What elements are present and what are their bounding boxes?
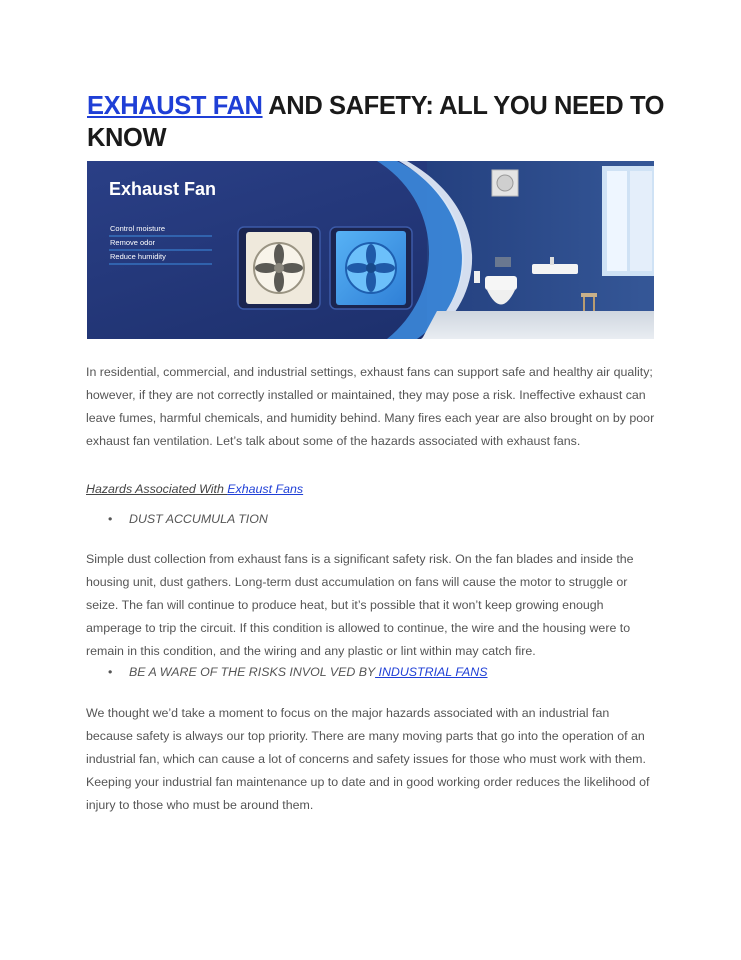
bullet-text: DUST ACCUMULA TION	[129, 512, 268, 526]
intro-paragraph: In residential, commercial, and industrial settings, exhaust fans can support safe and healthy air quality; however, if they are not correctly installed or maintained, they may pose a risk. Ineffective exhaust can leave fumes, harmful chemicals, and humidity behind. Many fires each year are also brought on by poor exhaust fan ventilation. Let’s talk about some of the hazards associated with exhaust fans.	[86, 365, 655, 448]
bullet-dot-icon: •	[108, 665, 113, 679]
title-link-exhaust-fan[interactable]: EXHAUST FAN	[87, 92, 263, 120]
hero-image	[87, 161, 654, 339]
dust-paragraph: Simple dust collection from exhaust fans is a significant safety risk. On the fan blades and inside the housing unit, dust gathers. Long-term dust accumulation on fans will cause the motor to struggle or seize. The fan will continue to produce heat, but it’s possible that it won’t keep growing enough amperage to trip the circuit. If this condition is allowed to continue, the wire and the housing were to remain in this condition, and the wiring and any plastic or lint within may catch fire.	[86, 552, 634, 658]
title-rest: AND SAFETY: ALL YOU NEED TO KNOW	[87, 92, 665, 152]
section-subheading	[86, 480, 303, 498]
hero-feature-1: Control moisture	[110, 224, 166, 233]
hero-heading: Exhaust Fan	[109, 179, 217, 199]
hero-feature-2: Remove odor	[110, 238, 156, 247]
bullet-text: BE A WARE OF THE RISKS INVOL VED BY	[129, 665, 376, 679]
bullet-dot-icon: •	[108, 512, 113, 526]
hero-feature-3: Reduce humidity	[110, 252, 166, 261]
subheading-prefix: Hazards Associated With	[86, 482, 228, 496]
bullet-dust-accumulation	[108, 510, 268, 528]
bullet-industrial-risks	[108, 663, 488, 681]
industrial-fans-link[interactable]: INDUSTRIAL FANS	[375, 665, 488, 679]
subheading-link-exhaust-fans[interactable]: Exhaust Fans	[227, 482, 304, 496]
page-title	[87, 90, 667, 154]
industrial-paragraph: We thought we’d take a moment to focus on the major hazards associated with an industrial fan because safety is always our top priority. There are many moving parts that go into the operation of an industrial fan, which can cause a lot of concerns and safety issues for those who must work with them. Keeping your industrial fan maintenance up to date and in good working order reduces the likelihood of injury to those who must be around them.	[86, 706, 650, 812]
